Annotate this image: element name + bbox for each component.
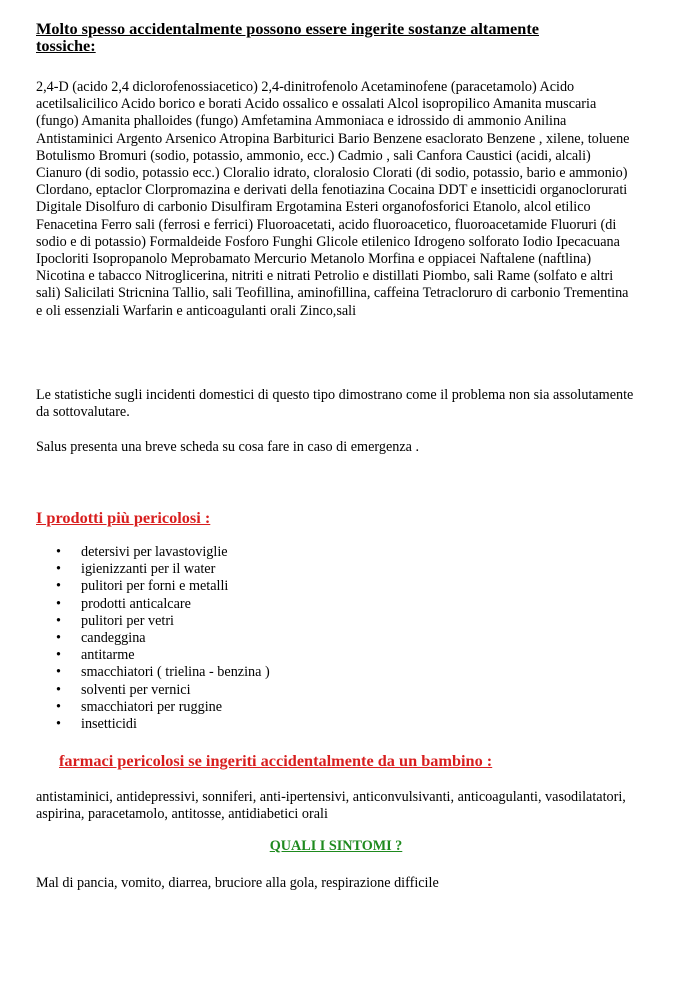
bullet-icon: • [56, 561, 61, 578]
main-heading [36, 20, 636, 54]
bullet-icon: • [56, 544, 61, 560]
bullet-icon: • [56, 630, 61, 647]
symptoms-title: QUALI I SINTOMI ? [269, 838, 403, 854]
product-label: insetticidi [81, 716, 137, 733]
bullet-icon: • [56, 698, 61, 715]
bullet-icon: • [56, 664, 61, 681]
bullet-icon: • [56, 612, 61, 629]
symptoms-paragraph: Mal di pancia, vomito, diarrea, bruciore alla gola, respirazione difficile [36, 875, 439, 891]
product-label: smacchiatori ( trielina - benzina ) [81, 664, 270, 681]
product-label: solventi per vernici [81, 681, 191, 698]
dangerous-drugs-paragraph: antistaminici, antidepressivi, sonniferi, anti-ipertensivi, anticonvulsivanti, anticoagulanti, vasodilatatori, aspirina, paracetamolo, antitosse, antidiabetici orali [36, 789, 626, 823]
product-label: pulitori per forni e metalli [81, 578, 229, 595]
dangerous-drugs-title: farmaci pericolosi se ingeriti accidentalmente da un bambino : [59, 751, 493, 770]
document-page [36, 19, 636, 891]
statistics-paragraph: Le statistiche sugli incidenti domestici di questo tipo dimostrano come il problema non sia assolutamente da sottovalutare. [36, 387, 634, 421]
product-label: detersivi per lavastoviglie [81, 544, 228, 560]
main-heading-line-2: tossiche: [36, 36, 96, 55]
product-list-item [36, 561, 270, 578]
product-label: smacchiatori per ruggine [81, 698, 223, 715]
dangerous-products-title: I prodotti più pericolosi : [36, 508, 211, 527]
main-heading-line-1: Molto spesso accidentalmente possono essere ingerite sostanze altamente [36, 19, 539, 38]
product-list-item [36, 613, 270, 630]
product-list-item [36, 716, 270, 733]
bullet-icon: • [56, 647, 61, 664]
product-list-item [36, 682, 270, 699]
toxic-substances-paragraph: 2,4-D (acido 2,4 diclorofenossiacetico) 2,4-dinitrofenolo Acetaminofene (paracetamolo) Acido acetilsalicilico Acido borico e borati Acido ossalico e ossalati Alcol isopropilico Amanita muscaria (fungo) Amanita phalloides (fungo) Amfetamina Ammoniaca e idrossido di ammonio Anilina Antistaminici Argento Arsenico Atropina Barbiturici Bario Benzene esaclorato Benzene , xilene, toluene Botulismo Bromuri (sodio, potassio, ammonio, ecc.) Cadmio , sali Canfora Caustici (acidi, alcali) Cianuro (di sodio, potassio ecc.) Cloralio idrato, cloralosio Clorati (di sodio, potassio, bario e ammonio) Clordano, eptaclor Clorpromazina e derivati della fenotiazina Cocaina DDT e insetticidi organoclorurati Digitale Disolfuro di carbonio Disulfiram Ergotamina Esteri organofosforici Etanolo, alcol etilico Fenacetina Ferro sali (ferrosi e ferrici) Fluoroacetati, acido fluoroacetico, fluoroacetamide Fluoruri (di sodio e di potassio) Formaldeide Fosforo Funghi Glicole etilenico Idrogeno solforato Iodio Ipecacuana Ipocloriti Isopropanolo Meprobamato Mercurio Metanolo Morfina e oppiacei Naftalene (naftlina) Nicotina e tabacco Nitroglicerina, nitriti e nitrati Petrolio e distillati Piombo, sali Rame (solfato e altri sali) Salicilati Stricnina Tallio, sali Teofillina, aminofillina, caffeina Tetracloruro di carbonio Trementina e oli essenziali Warfarin e anticoagulanti orali Zinco,sali [36, 79, 630, 319]
product-label: candeggina [81, 630, 146, 647]
bullet-icon: • [56, 681, 61, 698]
salus-paragraph: Salus presenta una breve scheda su cosa fare in caso di emergenza . [36, 439, 420, 455]
bullet-icon: • [56, 716, 61, 733]
product-list-item [36, 630, 270, 647]
dangerous-products-list [36, 544, 270, 733]
product-list-item [36, 647, 270, 664]
product-label: prodotti anticalcare [81, 595, 191, 612]
product-label: pulitori per vetri [81, 612, 174, 629]
bullet-icon: • [56, 595, 61, 612]
product-list-item [36, 596, 270, 613]
product-list-item [36, 664, 270, 681]
bullet-icon: • [56, 578, 61, 595]
product-list-item [36, 544, 270, 561]
product-label: igienizzanti per il water [81, 561, 216, 578]
product-list-item [36, 699, 270, 716]
product-list-item [36, 578, 270, 595]
product-label: antitarme [81, 647, 135, 664]
